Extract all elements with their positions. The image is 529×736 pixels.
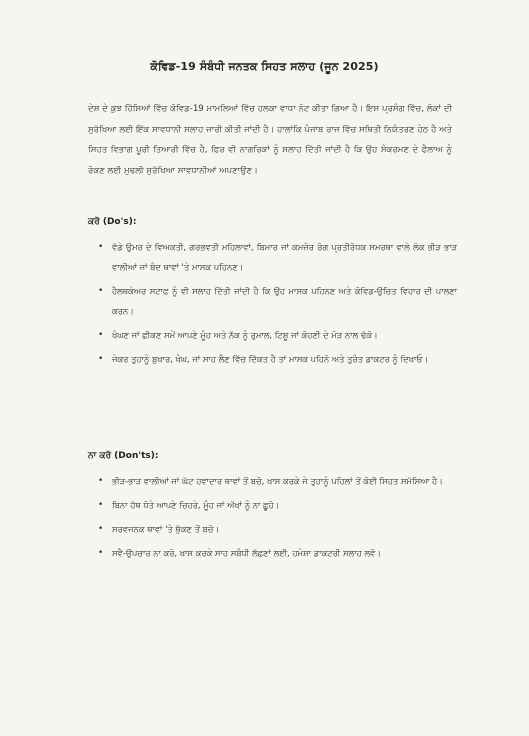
- list-item: [98, 495, 457, 515]
- donts-item-text: ਬਿਨਾ ਹੱਥ ਧੋਤੇ ਆਪਣੇ ਚਿਹਰੇ, ਮੂੰਹ ਜਾਂ ਅੱਖਾਂ ਨੂੰ ਨਾ ਛੂਹੋ।: [112, 500, 280, 510]
- list-item: [98, 543, 457, 563]
- bullet-icon: •: [98, 286, 104, 296]
- list-item: [98, 237, 457, 277]
- bullet-icon: •: [98, 524, 104, 534]
- dos-item-text: ਜੇਕਰ ਤੁਹਾਨੂੰ ਬੁਖਾਰ, ਖੰਘ, ਜਾਂ ਸਾਹ ਲੈਣ ਵਿੱਚ ਦਿੱਕਤ ਹੈ ਤਾਂ ਮਾਸਕ ਪਹਿਨੋ ਅਤੇ ਤੁਰੰਤ ਡਾਕਟਰ ਨੂੰ ਦਿਖਾਓ।: [112, 354, 429, 364]
- dos-heading: ਕਰੋ (Do's):: [88, 217, 137, 227]
- document-title: ਕੋਵਿਡ-19 ਸੰਬੰਧੀ ਜਨਤਕ ਸਿਹਤ ਸਲਾਹ (ਜੂਨ 2025): [150, 60, 379, 73]
- donts-item-text: ਸਰਵਜਨਕ ਥਾਵਾਂ 'ਤੇ ਥੁੱਕਣ ਤੋਂ ਬਚੋ।: [112, 524, 220, 534]
- dos-item-text: ਹੈਲਥਕੇਅਰ ਸਟਾਫ ਨੂੰ ਵੀ ਸਲਾਹ ਦਿੱਤੀ ਜਾਂਦੀ ਹੈ ਕਿ ਉਹ ਮਾਸਕ ਪਹਿਨਣ ਅਤੇ ਕੋਵਿਡ-ਉਚਿਤ ਵਿਹਾਰ ਦੀ ਪਾਲਣਾ ਕਰਨ।: [112, 286, 457, 316]
- donts-item-text: ਸਵੈ-ਉਪਚਾਰ ਨਾ ਕਰੋ, ਖਾਸ ਕਰਕੇ ਸਾਹ ਸਬੰਧੀ ਲੱਛਣਾਂ ਲਈ, ਹਮੇਸ਼ਾ ਡਾਕਟਰੀ ਸਲਾਹ ਲਵੋ।: [112, 548, 381, 558]
- donts-item-text: ਭੀੜ-ਭਾੜ ਵਾਲੀਆਂ ਜਾਂ ਘੱਟ ਹਵਾਦਾਰ ਥਾਵਾਂ ਤੋਂ ਬਚੋ, ਖਾਸ ਕਰਕੇ ਜੇ ਤੁਹਾਨੂੰ ਪਹਿਲਾਂ ਤੋਂ ਕੋਈ ਸਿਹਤ ਸਮੱਸਿਆ ਹੈ।: [112, 476, 443, 486]
- donts-heading: ਨਾ ਕਰੋ (Don'ts):: [88, 451, 159, 461]
- bullet-icon: •: [98, 330, 104, 340]
- bullet-icon: •: [98, 500, 104, 510]
- bullet-icon: •: [98, 354, 104, 364]
- bullet-icon: •: [98, 242, 104, 252]
- dos-item-text: ਖੰਘਣ ਜਾਂ ਛੀਕਣ ਸਮੇਂ ਆਪਣੇ ਮੂੰਹ ਅਤੇ ਨੱਕ ਨੂੰ ਰੁਮਾਲ, ਟਿਸ਼ੂ ਜਾਂ ਕੋਹਣੀ ਦੇ ਮੋੜ ਨਾਲ ਢੱਕੋ।: [112, 330, 378, 340]
- dos-list: [98, 237, 457, 373]
- list-item: [98, 349, 457, 369]
- list-item: [98, 471, 457, 491]
- list-item: [98, 519, 457, 539]
- intro-paragraph: ਦੇਸ਼ ਦੇ ਕੁਝ ਹਿੱਸਿਆਂ ਵਿੱਚ ਕੋਵਿਡ-19 ਮਾਮਲਿਆਂ ਵਿੱਚ ਹਲਕਾ ਵਾਧਾ ਨੋਟ ਕੀਤਾ ਗਿਆ ਹੈ। ਇਸ ਪ੍ਰਸੰਗ ਵਿੱਚ, ਲੋਕਾਂ ਦੀ ਸੁਰੱਖਿਆ ਲਈ ਇੱਕ ਸਾਵਧਾਨੀ ਸਲਾਹ ਜਾਰੀ ਕੀਤੀ ਜਾਂਦੀ ਹੈ। ਹਾਲਾਂਕਿ ਪੰਜਾਬ ਰਾਜ ਵਿੱਚ ਸਥਿਤੀ ਨਿਯੰਤਰਣ ਹੇਠ ਹੈ ਅਤੇ ਸਿਹਤ ਵਿਭਾਗ ਪੂਰੀ ਤਿਆਰੀ ਵਿੱਚ ਹੈ, ਫਿਰ ਵੀ ਨਾਗਰਿਕਾਂ ਨੂੰ ਸਲਾਹ ਦਿੱਤੀ ਜਾਂਦੀ ਹੈ ਕਿ ਉਹ ਸੰਕਰਮਣ ਦੇ ਫੈਲਾਅ ਨੂੰ ਰੋਕਣ ਲਈ ਮੁਢਲੀ ਸੁਰੱਖਿਆ ਸਾਵਧਾਨੀਆਂ ਅਪਣਾਉਣ।: [88, 104, 452, 176]
- donts-list: [98, 471, 457, 567]
- bullet-icon: •: [98, 476, 104, 486]
- list-item: [98, 281, 457, 321]
- bullet-icon: •: [98, 548, 104, 558]
- dos-item-text: ਵੱਡੇ ਉਮਰ ਦੇ ਵਿਅਕਤੀ, ਗਰਭਵਤੀ ਮਹਿਲਾਵਾਂ, ਬਿਮਾਰ ਜਾਂ ਕਮਜ਼ੋਰ ਰੋਗ ਪ੍ਰਤੀਰੋਧਕ ਸਮਰਥਾ ਵਾਲੇ ਲੋਕ ਭੀੜ ਭਾੜ ਵਾਲੀਆਂ ਜਾਂ ਬੰਦ ਥਾਵਾਂ 'ਤੇ ਮਾਸਕ ਪਹਿਨਣ।: [112, 242, 457, 272]
- list-item: [98, 325, 457, 345]
